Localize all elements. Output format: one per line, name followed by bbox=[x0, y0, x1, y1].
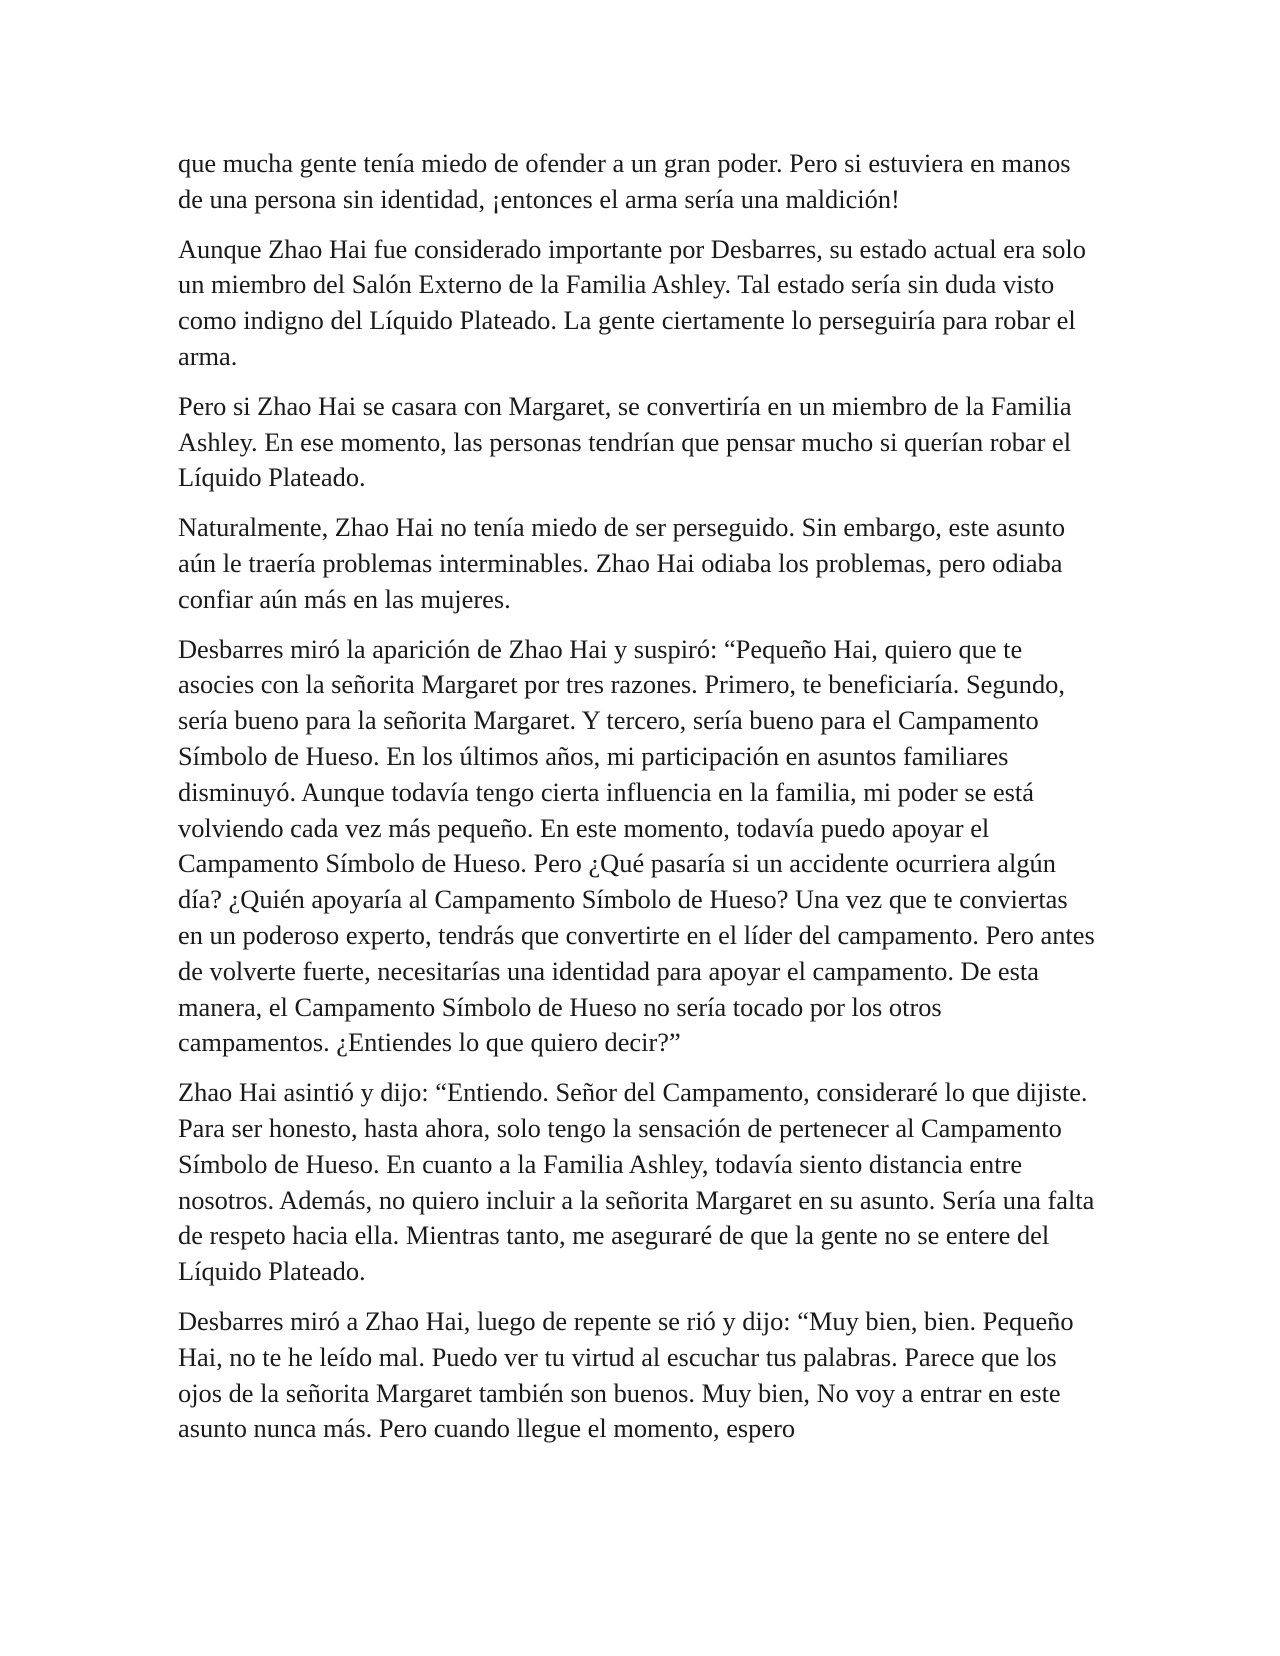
document-body bbox=[178, 146, 1098, 1461]
paragraph-6: Zhao Hai asintió y dijo: “Entiendo. Señor del Campamento, consideraré lo que dijiste. Para ser honesto, hasta ahora, solo tengo la sensación de pertenecer al Campamento Símbolo de Hueso. En cuanto a la Familia Ashley, todavía siento distancia entre nosotros. Además, no quiero incluir a la señorita Margaret en su asunto. Sería una falta de respeto hacia ella. Mientras tanto, me aseguraré de que la gente no se entere del Líquido Plateado. bbox=[178, 1077, 1095, 1287]
paragraph-4: Naturalmente, Zhao Hai no tenía miedo de ser perseguido. Sin embargo, este asunto aún le traería problemas interminables. Zhao Hai odiaba los problemas, pero odiaba confiar aún más en las mujeres. bbox=[178, 512, 1066, 614]
paragraph-1: que mucha gente tenía miedo de ofender a un gran poder. Pero si estuviera en manos de una persona sin identidad, ¡entonces el arma sería una maldición! bbox=[178, 148, 1071, 214]
paragraph-7: Desbarres miró a Zhao Hai, luego de repente se rió y dijo: “Muy bien, bien. Pequeño Hai, no te he leído mal. Puedo ver tu virtud al escuchar tus palabras. Parece que los ojos de la señorita Margaret también son buenos. Muy bien, No voy a entrar en este asunto nunca más. Pero cuando llegue el momento, espero bbox=[178, 1305, 1074, 1444]
paragraph-5: Desbarres miró la aparición de Zhao Hai y suspiró: “Pequeño Hai, quiero que te asocies con la señorita Margaret por tres razones. Primero, te beneficiaría. Segundo, sería bueno para la señorita Margaret. Y tercero, sería bueno para el Campamento Símbolo de Hueso. En los últimos años, mi participación en asuntos familiares disminuyó. Aunque todavía tengo cierta influencia en la familia, mi poder se está volviendo cada vez más pequeño. En este momento, todavía puedo apoyar el Campamento Símbolo de Hueso. Pero ¿Qué pasaría si un accidente ocurriera algún día? ¿Quién apoyaría al Campamento Símbolo de Hueso? Una vez que te conviertas en un poderoso experto, tendrás que convertirte en el líder del campamento. Pero antes de volverte fuerte, necesitarías una identidad para apoyar el campamento. De esta manera, el Campamento Símbolo de Hueso no sería tocado por los otros campamentos. ¿Entiendes lo que quiero decir?” bbox=[178, 633, 1095, 1058]
paragraph-3: Pero si Zhao Hai se casara con Margaret, se convertiría en un miembro de la Familia Ashley. En ese momento, las personas tendrían que pensar mucho si querían robar el Líquido Plateado. bbox=[178, 390, 1072, 493]
paragraph-2: Aunque Zhao Hai fue considerado importante por Desbarres, su estado actual era solo un miembro del Salón Externo de la Familia Ashley. Tal estado sería sin duda visto como indigno del Líquido Plateado. La gente ciertamente lo perseguiría para robar el arma. bbox=[178, 233, 1086, 371]
